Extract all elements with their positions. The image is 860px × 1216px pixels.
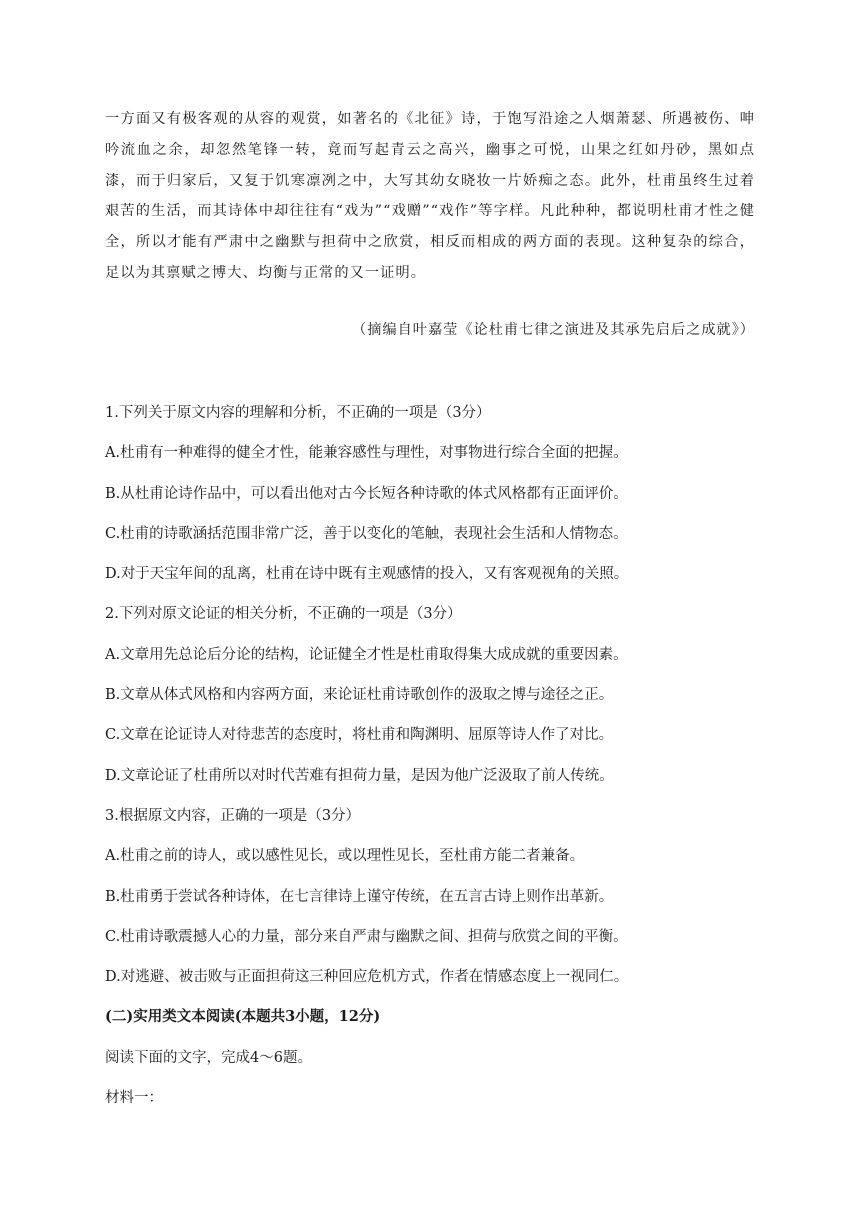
question-list: [105, 401, 765, 1126]
question-3-option-c: C.杜甫诗歌震撼人心的力量，部分来自严肃与幽默之间、担荷与欣赏之间的平衡。: [105, 928, 628, 945]
material-label: 材料一：: [105, 1090, 163, 1107]
question-3-stem: 3.根据原文内容，正确的一项是（3分）: [105, 807, 361, 824]
question-1-option-b: B.从杜甫论诗作品中，可以看出他对古今长短各种诗歌的体式风格都有正面评价。: [105, 485, 628, 502]
question-3-option-d: D.对逃避、被击败与正面担荷这三种回应危机方式，作者在情感态度上一视同仁。: [105, 969, 629, 986]
section-heading: (二)实用类文本阅读(本题共3小题，12分): [105, 1008, 381, 1026]
question-3-option-b: B.杜甫勇于尝试各种诗体，在七言律诗上谨守传统，在五言古诗上则作出革新。: [105, 888, 614, 905]
question-3-option-a: A.杜甫之前的诗人，或以感性见长，或以理性见长，至杜甫方能二者兼备。: [105, 848, 585, 865]
citation: （摘编自叶嘉莹《论杜甫七律之演进及其承先启后之成就》）: [352, 322, 755, 338]
question-2-option-c: C.文章在论证诗人对待悲苦的态度时，将杜甫和陶渊明、屈原等诗人作了对比。: [105, 727, 614, 744]
question-1-stem: 1.下列关于原文内容的理解和分析，不正确的一项是（3分）: [105, 405, 491, 421]
question-1-option-d: D.对于天宝年间的乱离，杜甫在诗中既有主观感情的投入，又有客观视角的关照。: [105, 566, 629, 583]
question-1-option-c: C.杜甫的诗歌涵括范围非常广泛，善于以变化的笔触，表现社会生活和人情物态。: [105, 525, 628, 542]
section-instruction: 阅读下面的文字，完成4～6题。: [105, 1049, 312, 1066]
question-2-option-b: B.文章从体式风格和内容两方面，来论证杜甫诗歌创作的汲取之博与途径之正。: [105, 687, 614, 704]
passage-text: 一方面又有极客观的从容的观赏，如著名的《北征》诗，于饱写沿途之人烟萧瑟、所遇被伤、呻吟流血之余，却忽然笔锋一转，竟而写起青云之高兴，幽事之可悦，山果之红如丹砂，黑如点漆，而于归家后，又复于饥寒凛冽之中，大写其幼女晓妆一片娇痴之态。此外，杜甫虽终生过着艰苦的生活，而其诗体中却往往有“戏为”“戏赠”“戏作”等字样。凡此种种，都说明杜甫才性之健全，所以才能有严肃中之幽默与担荷中之欣赏，相反而相成的两方面的表现。这种复杂的综合，足以为其禀赋之博大、均衡与正常的又一证明。: [105, 111, 755, 281]
question-1-option-a: A.杜甫有一种难得的健全才性，能兼容感性与理性，对事物进行综合全面的把握。: [105, 445, 628, 462]
question-2-option-d: D.文章论证了杜甫所以对时代苦难有担荷力量，是因为他广泛汲取了前人传统。: [105, 767, 614, 784]
question-2-option-a: A.文章用先总论后分论的结构，论证健全才性是杜甫取得集大成成就的重要因素。: [105, 646, 628, 663]
question-2-stem: 2.下列对原文论证的相关分析，不正确的一项是（3分）: [105, 606, 462, 623]
